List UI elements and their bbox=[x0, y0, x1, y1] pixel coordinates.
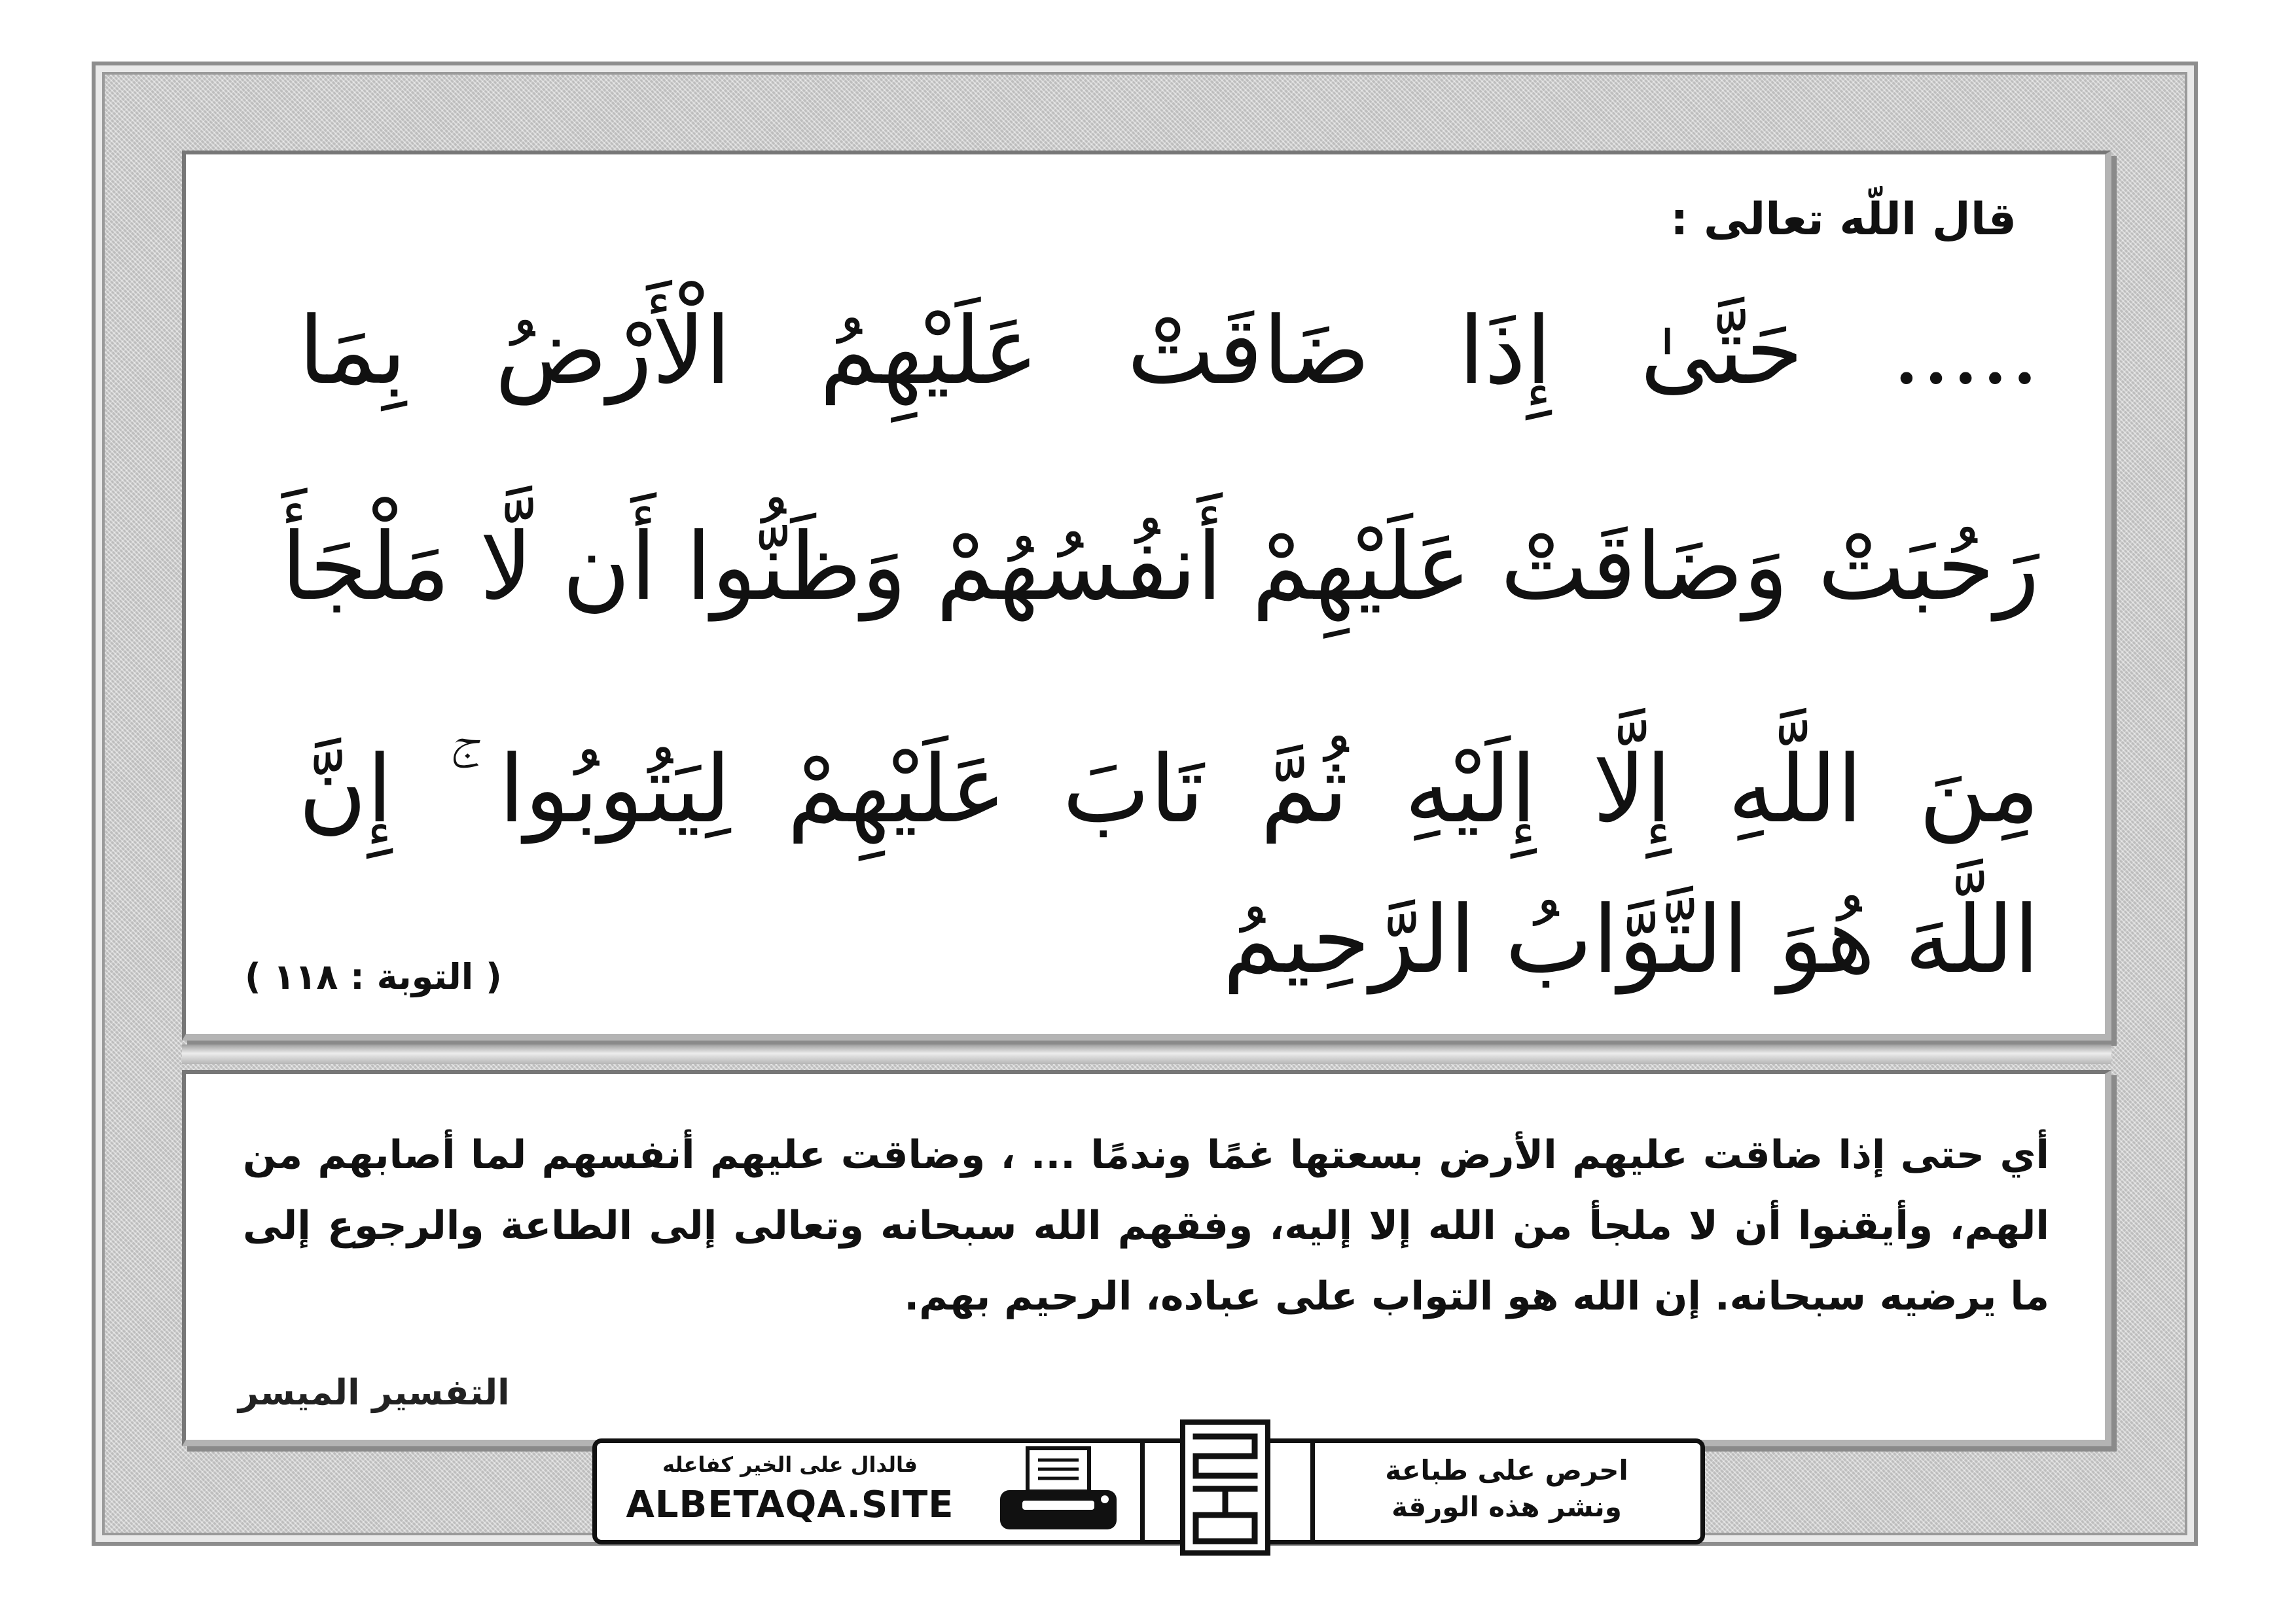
footer-separator-left bbox=[1140, 1443, 1145, 1540]
tip-line-2: ونشر هذه الورقة bbox=[1391, 1491, 1622, 1523]
panel-divider bbox=[182, 1044, 2111, 1064]
footer-separator-right bbox=[1310, 1443, 1315, 1540]
tip-line-1: احرص على طباعة bbox=[1385, 1454, 1628, 1486]
printer-icon bbox=[996, 1446, 1121, 1537]
logo-mark bbox=[1176, 1417, 1274, 1561]
tafsir-source: التفسير الميسر bbox=[238, 1372, 510, 1413]
verse-line-4: اللَّهَ هُوَ التَّوَّابُ الرَّحِيمُ bbox=[1223, 886, 2039, 994]
verse-line-2: رَحُبَتْ وَضَاقَتْ عَلَيْهِمْ أَنفُسُهُمْ وَظَنُّوا أَن لَّا مَلْجَأَ bbox=[281, 513, 2039, 621]
footer-share bbox=[623, 1452, 957, 1526]
footer-tip bbox=[1336, 1452, 1677, 1525]
tafsir-panel bbox=[182, 1070, 2111, 1446]
verse-line-3: مِنَ اللَّهِ إِلَّا إِلَيْهِ ثُمَّ تَابَ عَلَيْهِمْ لِيَتُوبُوا ۚ إِنَّ bbox=[298, 736, 2039, 844]
verse-panel bbox=[182, 151, 2111, 1041]
verse-intro: قال اللّه تعالى : bbox=[1670, 194, 2017, 245]
verse-reference: ( التوبة : ١١٨ ) bbox=[245, 956, 502, 997]
share-line: فالدال على الخير كفاعله bbox=[662, 1452, 918, 1477]
tafsir-text: أي حتى إذا ضاقت عليهم الأرض بسعتها غمًا وندمًا ... ، وضاقت عليهم أنفسهم لما أصابهم من الهم، وأيقنوا أن لا ملجأ من الله إلا إليه، وفقهم الله سبحانه وتعالى إلى الطاعة والرجوع إلى ما يرضيه سبحانه. إن الله هو التواب على عباده، الرحيم بهم. bbox=[243, 1132, 2049, 1319]
footer-bar bbox=[592, 1438, 1705, 1544]
site-link[interactable]: ALBETAQA.SITE bbox=[626, 1484, 954, 1526]
verse-line-1: ..... حَتَّىٰ إِذَا ضَاقَتْ عَلَيْهِمُ الْأَرْضُ بِمَا bbox=[298, 297, 2039, 405]
